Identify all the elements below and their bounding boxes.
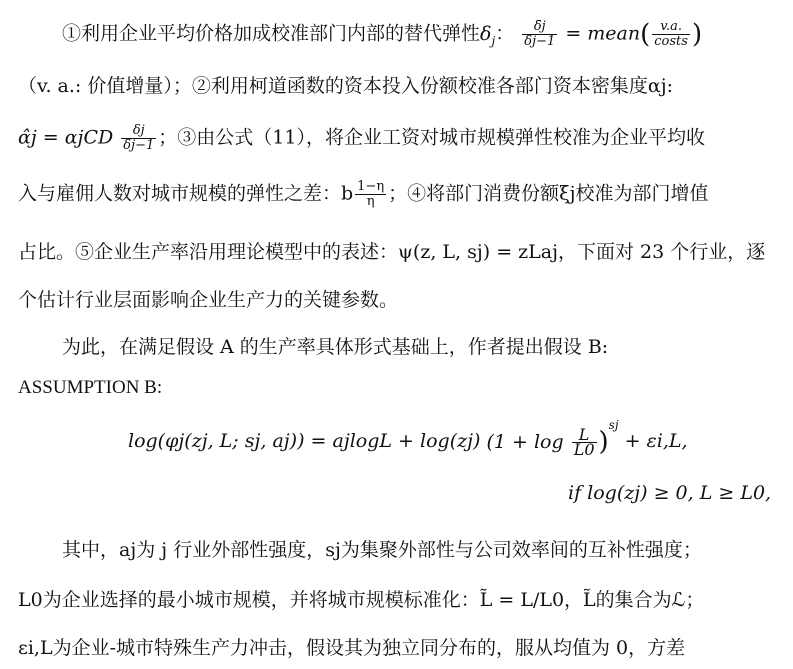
assumption-equation (128, 418, 688, 457)
eq-paren-close: ) (598, 427, 609, 457)
frac-l-l0: $\frac{L}{L0}$ (573, 424, 595, 459)
frac-delta-2: $\frac{\delta j}{\delta j-1}$ (123, 123, 155, 153)
eq-exp: sj (608, 418, 619, 432)
assumption-heading: ASSUMPTION B: (18, 377, 163, 398)
eq-tail: + εi,L, (618, 430, 688, 452)
frac-va-costs: $\frac{v.a.}{\text{costs}}$ (654, 19, 688, 49)
para3-line3: εi,L为企业-城市特殊生产力冲击，假设其为独立同分布的，服从均值为 0，方差 (18, 637, 686, 659)
para1-line3 (18, 124, 705, 153)
para2-line1: 为此，在满足假设 A 的生产率具体形式基础上，作者提出假设 B: (62, 336, 609, 358)
para1-line4-text-b: ；④将部门消费份额ξj校准为部门增值 (388, 182, 709, 205)
para1-line1: ①利用企业平均价格加成校准部门内部的替代弹性$\delta_j$： $\frac{\deltāj}{\delta j-1}$ = mean( $\frac{v.a.}{\text{costs}}$ ) (62, 19, 703, 50)
eq-left: log(φj(zj, L; sj, aj)) = ajlogL + log(zj) (128, 430, 481, 452)
alpha-hat: α̂j = αjCD (18, 126, 114, 149)
eq-mean: = mean (565, 22, 641, 45)
para3-line1: 其中，aj为 j 行业外部性强度，sj为集聚外部性与公司效率间的互补性强度； (62, 539, 702, 561)
para1-line3-text: ；③由公式（11），将企业工资对城市规模弹性校准为企业平均收 (158, 126, 705, 149)
para1-line4-text: 入与雇佣人数对城市规模的弹性之差：b (18, 182, 354, 205)
equation-condition: if log(zj) ≥ 0, L ≥ L0, (568, 482, 772, 504)
para1-line2: （v. a.: 价值增量）；②利用柯道函数的资本投入份额校准各部门资本密集度αj: (18, 75, 673, 97)
delta-j: $\delta_j$ (480, 22, 496, 48)
para3-line2: L0为企业选择的最小城市规模，并将城市规模标准化：L̃ = L/L0，L̃的集合为ℒ； (18, 589, 705, 611)
para1-line4 (18, 180, 708, 209)
eq-paren-open: (1 + log (486, 431, 564, 453)
para1-line1-text: ①利用企业平均价格加成校准部门内部的替代弹性 (62, 22, 481, 45)
para1-line6: 个估计行业层面影响企业生产力的关键参数。 (18, 289, 399, 311)
frac-delta: $\frac{\deltāj}{\delta j-1}$ (524, 19, 556, 49)
frac-eta: $\frac{1-\eta}{\eta}$ (357, 179, 385, 209)
para1-line5: 占比。⑤企业生产率沿用理论模型中的表述：ψ(z, L, sj) = zLaj，下面对 23 个行业，逐 (18, 241, 766, 263)
